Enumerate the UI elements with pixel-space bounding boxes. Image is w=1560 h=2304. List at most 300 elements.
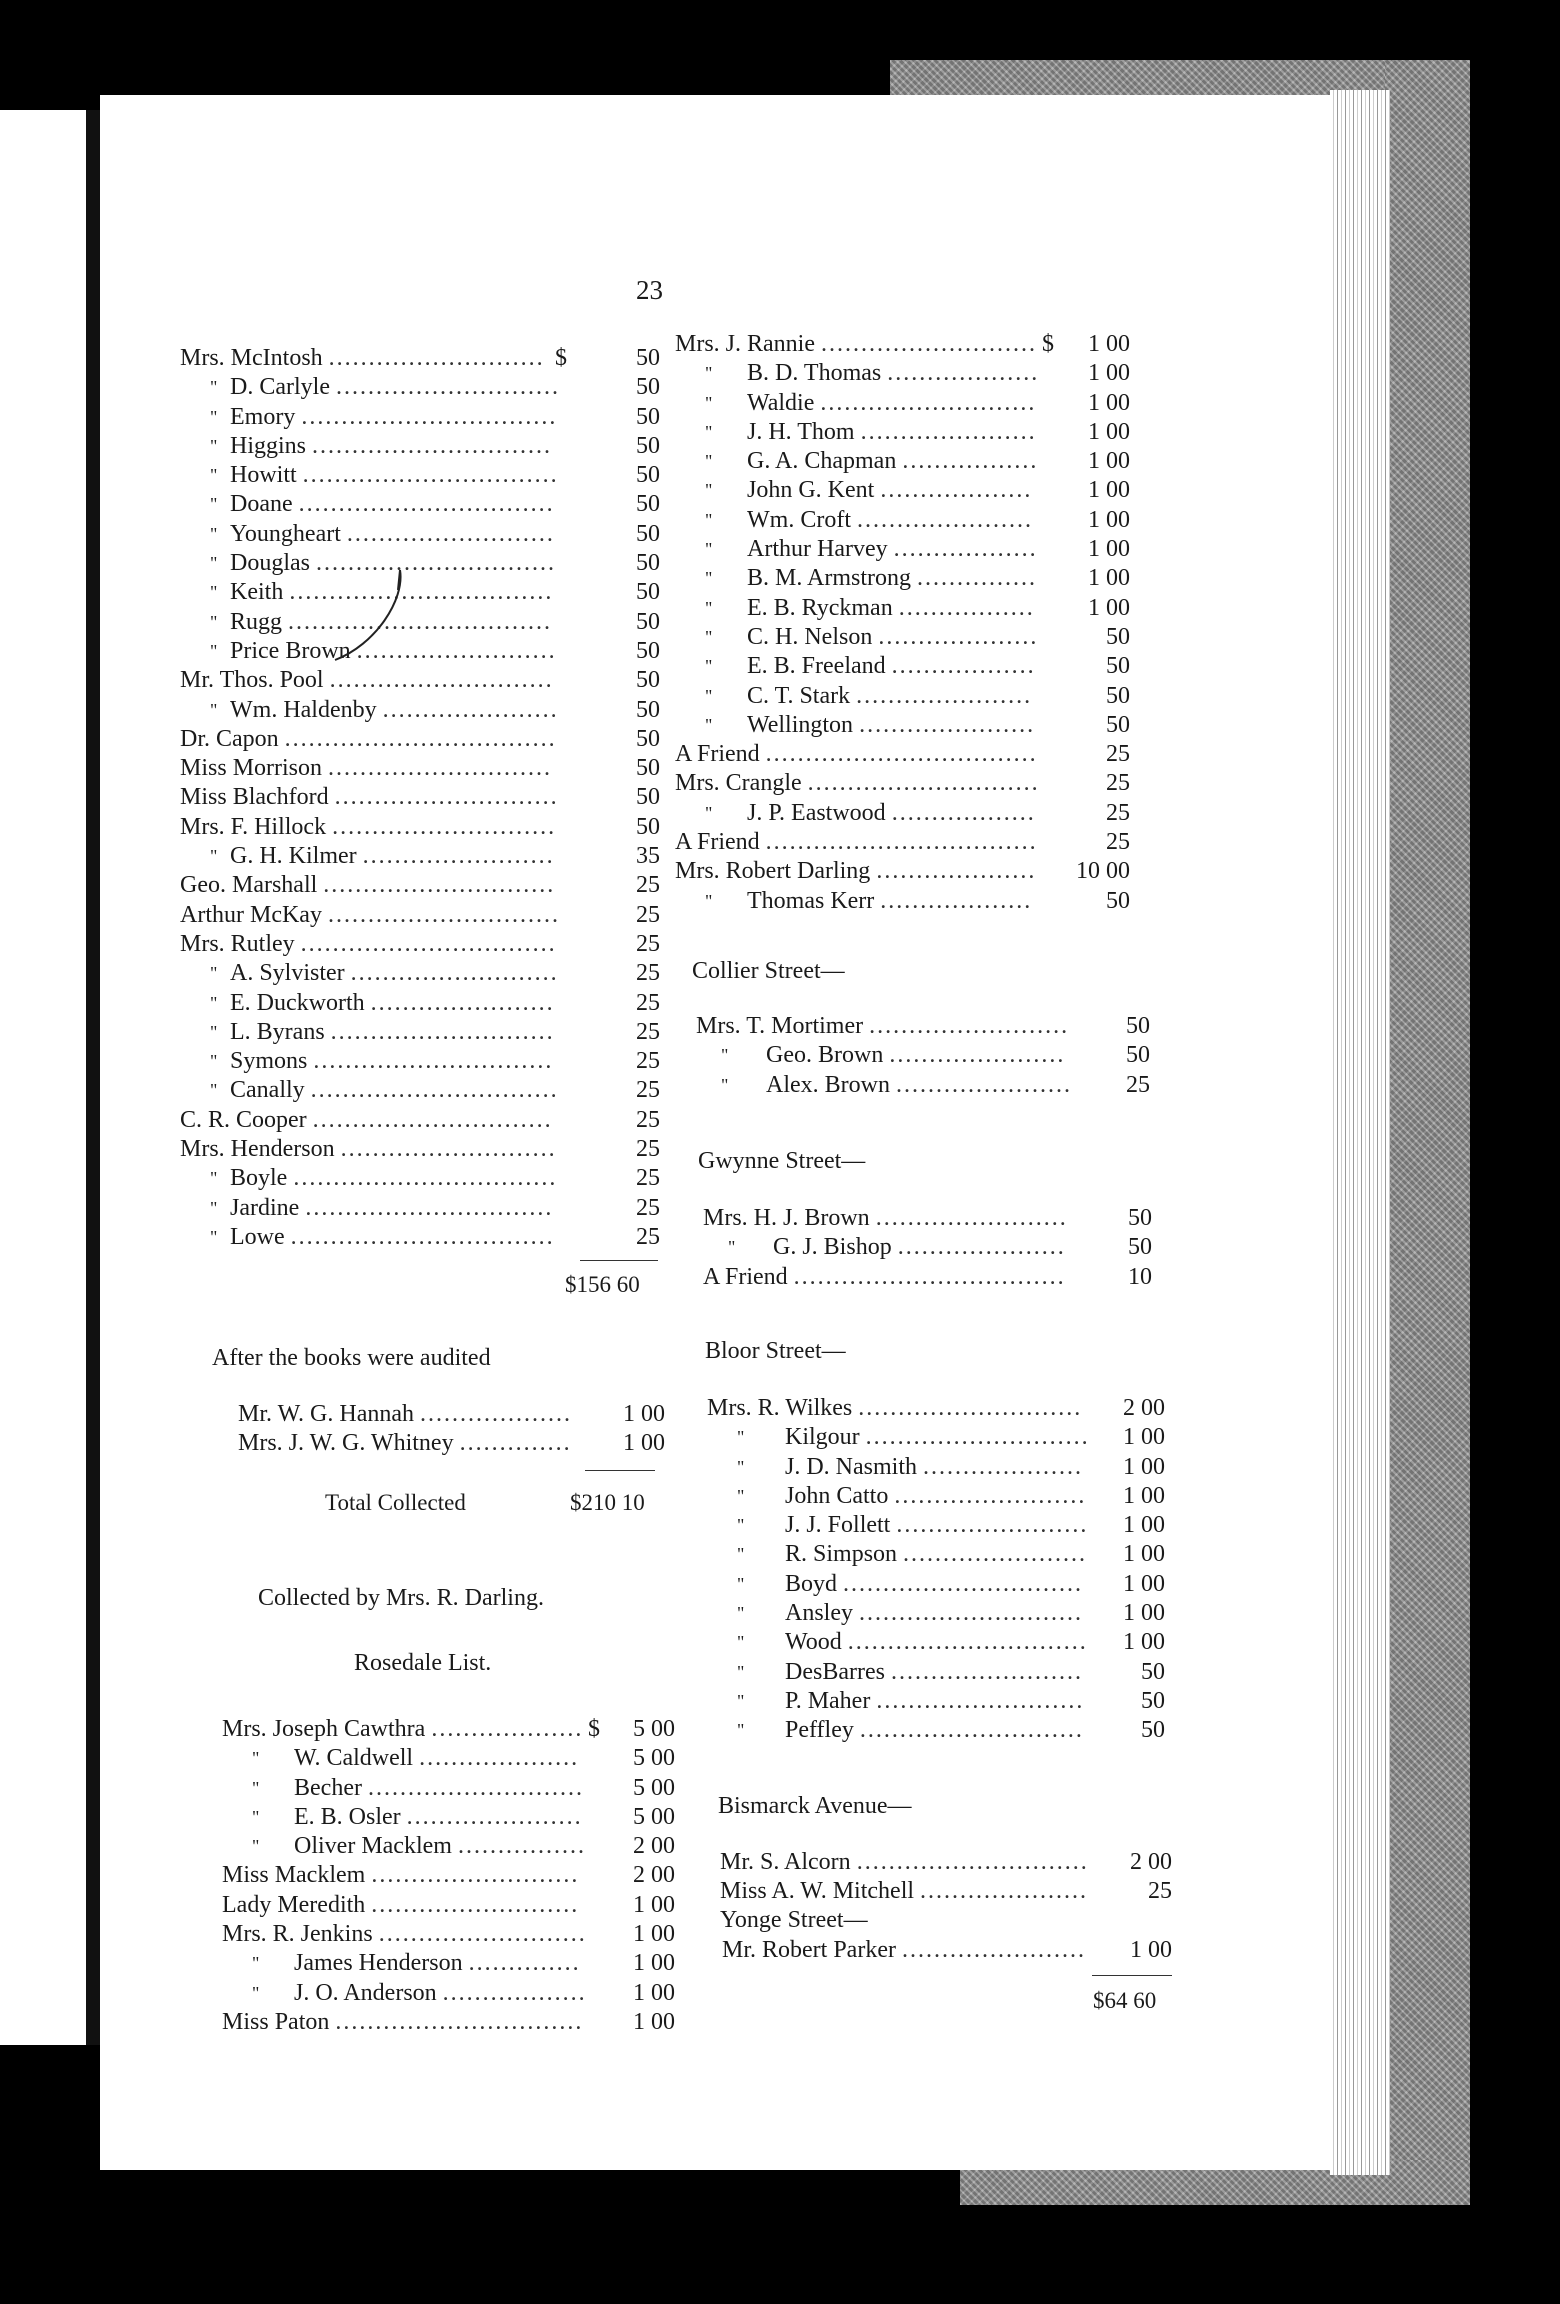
list-item bbox=[675, 623, 1135, 652]
donor-name: Dr. Capon bbox=[180, 725, 279, 752]
donation-amount: 5 00 bbox=[633, 1774, 675, 1801]
leader-dots: ......................... bbox=[869, 1013, 1070, 1039]
donor-name: Mrs. H. J. Brown bbox=[703, 1205, 870, 1231]
list-item bbox=[675, 828, 1135, 857]
ditto-mark: " bbox=[210, 1226, 218, 1247]
donor-name: Mr. S. Alcorn bbox=[720, 1849, 851, 1875]
bismarck-avenue-heading: Bismarck Avenue— bbox=[718, 1793, 912, 1819]
donation-amount: 1 00 bbox=[1123, 1600, 1165, 1627]
list-item bbox=[703, 1263, 1163, 1292]
donation-amount: 1 00 bbox=[1123, 1570, 1165, 1597]
donor-name: J. J. Follett bbox=[785, 1512, 891, 1539]
donation-amount: 50 bbox=[636, 579, 660, 606]
list-item bbox=[180, 959, 660, 988]
after-audit-list bbox=[238, 1400, 668, 1459]
list-item bbox=[180, 1194, 660, 1223]
ditto-mark: " bbox=[210, 406, 218, 427]
list-item bbox=[720, 1848, 1180, 1877]
donation-amount: 2 00 bbox=[1123, 1395, 1165, 1421]
list-item bbox=[180, 1018, 660, 1047]
donor-name: Higgins bbox=[230, 432, 307, 459]
donor-name: Wellington bbox=[747, 711, 854, 738]
leader-dots: ............................... bbox=[310, 1077, 559, 1104]
list-item bbox=[222, 1744, 682, 1773]
cloth-cover-right bbox=[1385, 60, 1470, 2200]
ditto-mark: " bbox=[737, 1632, 745, 1653]
leader-dots: ........................... bbox=[820, 389, 1037, 416]
ditto-mark: " bbox=[705, 802, 713, 823]
donation-amount: 50 bbox=[636, 725, 660, 752]
donation-amount: 10 00 bbox=[1076, 858, 1130, 885]
bloor-street-list bbox=[707, 1394, 1167, 1746]
donation-amount: 50 bbox=[636, 491, 660, 518]
donor-name: P. Maher bbox=[785, 1687, 871, 1714]
donor-name: Mrs. Rutley bbox=[180, 930, 295, 957]
donor-name: John G. Kent bbox=[747, 477, 875, 504]
collected-by-heading: Collected by Mrs. R. Darling. bbox=[258, 1585, 544, 1611]
donation-amount: 50 bbox=[1128, 1205, 1152, 1231]
donor-name: Ansley bbox=[785, 1600, 853, 1627]
list-item bbox=[180, 1047, 660, 1076]
donor-name: Boyd bbox=[785, 1570, 838, 1597]
donation-amount: 50 bbox=[1106, 653, 1130, 680]
donation-amount: 50 bbox=[636, 432, 660, 459]
ditto-mark: " bbox=[737, 1427, 745, 1448]
leader-dots: .................................. bbox=[793, 1263, 1066, 1290]
after-audit-heading: After the books were audited bbox=[212, 1345, 491, 1371]
leader-dots: ...................... bbox=[859, 711, 1036, 738]
leader-dots: ................................ bbox=[298, 491, 555, 518]
donation-amount: 25 bbox=[636, 1048, 660, 1075]
donation-amount: 50 bbox=[1141, 1717, 1165, 1744]
list-item bbox=[180, 1135, 660, 1164]
donation-amount: 1 00 bbox=[1130, 1937, 1172, 1963]
donor-name: J. D. Nasmith bbox=[785, 1453, 917, 1480]
donation-amount: 50 bbox=[1106, 711, 1130, 738]
donor-name: Miss Morrison bbox=[180, 755, 323, 782]
facing-page-edge bbox=[0, 110, 86, 2045]
donation-amount: 50 bbox=[1126, 1013, 1150, 1039]
donation-amount: 5 00 bbox=[633, 1716, 675, 1742]
donor-name: Geo. Brown bbox=[766, 1042, 884, 1069]
donation-amount: 35 bbox=[636, 843, 660, 870]
list-item bbox=[675, 711, 1135, 740]
leader-dots: .......................... bbox=[371, 1862, 580, 1889]
donation-amount: 25 bbox=[636, 1077, 660, 1104]
donation-amount: 50 bbox=[636, 813, 660, 840]
donation-amount: 50 bbox=[636, 550, 660, 577]
list-item bbox=[222, 1891, 682, 1920]
list-item bbox=[696, 1071, 1156, 1100]
ditto-mark: " bbox=[210, 846, 218, 867]
leader-dots: ................................ bbox=[302, 462, 559, 489]
donor-name: E. B. Freeland bbox=[747, 653, 886, 680]
leader-dots: ........................... bbox=[367, 1774, 584, 1801]
donor-name: Geo. Marshall bbox=[180, 872, 318, 899]
leader-dots: .................................. bbox=[765, 829, 1038, 856]
donor-name: Mr. Robert Parker bbox=[722, 1937, 896, 1963]
leader-dots: ............................ bbox=[329, 667, 554, 694]
donation-amount: 2 00 bbox=[1130, 1849, 1172, 1875]
donation-amount: 25 bbox=[1126, 1071, 1150, 1098]
leader-dots: .................... bbox=[876, 858, 1037, 885]
ditto-mark: " bbox=[705, 890, 713, 911]
list-item bbox=[707, 1599, 1167, 1628]
list-item bbox=[707, 1482, 1167, 1511]
donation-amount: 25 bbox=[636, 1165, 660, 1192]
list-item bbox=[238, 1400, 668, 1429]
ditto-mark: " bbox=[705, 509, 713, 530]
ditto-mark: " bbox=[210, 465, 218, 486]
list-item bbox=[222, 1949, 682, 1978]
donation-amount: 25 bbox=[636, 930, 660, 957]
list-item bbox=[180, 432, 660, 461]
donation-amount: 50 bbox=[1106, 887, 1130, 914]
donation-amount: 5 00 bbox=[633, 1745, 675, 1772]
list-item bbox=[675, 564, 1135, 593]
list-item bbox=[180, 520, 660, 549]
leader-dots: ................................. bbox=[289, 579, 554, 606]
list-item bbox=[222, 1774, 682, 1803]
ditto-mark: " bbox=[737, 1515, 745, 1536]
donor-name: Symons bbox=[230, 1048, 308, 1075]
column-2-total: $64 60 bbox=[1093, 1988, 1157, 2013]
donation-amount: 25 bbox=[636, 901, 660, 928]
ditto-mark: " bbox=[210, 963, 218, 984]
leader-dots: ........................... bbox=[821, 331, 1037, 357]
list-item bbox=[180, 1076, 660, 1105]
donor-name: A. Sylvister bbox=[230, 960, 345, 987]
donor-name: C. H. Nelson bbox=[747, 623, 873, 650]
donation-amount: 1 00 bbox=[1088, 565, 1130, 592]
donor-name: Arthur McKay bbox=[180, 901, 322, 928]
donor-name: Mrs. T. Mortimer bbox=[696, 1013, 864, 1039]
donor-name: A Friend bbox=[675, 741, 760, 768]
donor-name: E. Duckworth bbox=[230, 989, 365, 1016]
leader-dots: ...................... bbox=[406, 1803, 583, 1830]
donor-name: Miss Blachford bbox=[180, 784, 329, 811]
donation-amount: 25 bbox=[636, 1194, 660, 1221]
ditto-mark: " bbox=[728, 1237, 736, 1258]
leader-dots: ........................ bbox=[875, 1205, 1068, 1231]
donor-name: Price Brown bbox=[230, 637, 351, 664]
list-item bbox=[696, 1012, 1156, 1041]
list-item bbox=[675, 652, 1135, 681]
leader-dots: .............................. bbox=[313, 1048, 554, 1075]
list-item bbox=[222, 1861, 682, 1890]
list-item bbox=[675, 330, 1135, 359]
donor-name: Rugg bbox=[230, 608, 283, 635]
donor-name: B. D. Thomas bbox=[747, 360, 882, 387]
donor-name: Boyle bbox=[230, 1165, 288, 1192]
column-1-total-rule bbox=[580, 1260, 658, 1261]
list-item bbox=[180, 1106, 660, 1135]
donation-amount: 1 00 bbox=[1088, 389, 1130, 416]
donor-name: Peffley bbox=[785, 1717, 854, 1744]
leader-dots: ............................. bbox=[327, 901, 560, 928]
list-item bbox=[180, 461, 660, 490]
ditto-mark: " bbox=[210, 611, 218, 632]
donation-amount: 25 bbox=[1106, 770, 1130, 797]
leader-dots: .................. bbox=[891, 653, 1036, 680]
list-item bbox=[675, 418, 1135, 447]
ditto-mark: " bbox=[210, 1051, 218, 1072]
donor-name: Mrs. McIntosh bbox=[180, 345, 323, 371]
donation-amount: 1 00 bbox=[1088, 331, 1130, 357]
ditto-mark: " bbox=[210, 1021, 218, 1042]
leader-dots: ........................ bbox=[890, 1658, 1083, 1685]
page-edges bbox=[1330, 90, 1390, 2175]
leader-dots: .................. bbox=[893, 536, 1038, 563]
ditto-mark: " bbox=[210, 1168, 218, 1189]
leader-dots: ............................ bbox=[332, 813, 557, 840]
donor-name: D. Carlyle bbox=[230, 374, 330, 401]
donor-name: E. B. Ryckman bbox=[747, 594, 893, 621]
donor-name: Wm. Croft bbox=[747, 506, 851, 533]
ditto-mark: " bbox=[737, 1573, 745, 1594]
ditto-mark: " bbox=[210, 494, 218, 515]
ditto-mark: " bbox=[705, 714, 713, 735]
donation-amount: 50 bbox=[636, 667, 660, 694]
donor-name: Wood bbox=[785, 1629, 842, 1656]
donation-amount: 1 00 bbox=[1088, 506, 1130, 533]
bloor-street-heading: Bloor Street— bbox=[705, 1338, 846, 1364]
list-item bbox=[722, 1936, 1182, 1965]
list-item bbox=[180, 871, 660, 900]
leader-dots: .................. bbox=[442, 1979, 587, 2006]
donor-name: Kilgour bbox=[785, 1424, 860, 1451]
ditto-mark: " bbox=[252, 1777, 260, 1798]
list-item bbox=[707, 1687, 1167, 1716]
list-item bbox=[180, 1164, 660, 1193]
list-item bbox=[222, 1832, 682, 1861]
list-item bbox=[180, 813, 660, 842]
list-item bbox=[707, 1423, 1167, 1452]
leader-dots: ........................ bbox=[362, 843, 555, 870]
donation-amount: 5 00 bbox=[633, 1803, 675, 1830]
ditto-mark: " bbox=[705, 685, 713, 706]
ditto-mark: " bbox=[737, 1456, 745, 1477]
leader-dots: ............................... bbox=[335, 2008, 584, 2035]
list-item bbox=[675, 506, 1135, 535]
donor-name: Canally bbox=[230, 1077, 305, 1104]
list-item bbox=[675, 740, 1135, 769]
ditto-mark: " bbox=[737, 1485, 745, 1506]
donation-amount: 50 bbox=[1141, 1658, 1165, 1685]
leader-dots: .............................. bbox=[312, 1106, 553, 1133]
donor-name: Jardine bbox=[230, 1194, 300, 1221]
leader-dots: ....................... bbox=[903, 1541, 1088, 1568]
donor-name: A Friend bbox=[675, 829, 760, 856]
donor-name: Mrs. Robert Darling bbox=[675, 858, 871, 885]
donation-amount: 1 00 bbox=[1088, 360, 1130, 387]
donor-name: A Friend bbox=[703, 1263, 788, 1290]
list-item bbox=[707, 1628, 1167, 1657]
list-item bbox=[180, 842, 660, 871]
list-item bbox=[675, 799, 1135, 828]
book-gutter bbox=[86, 110, 100, 2045]
donation-amount: 1 00 bbox=[1088, 477, 1130, 504]
ditto-mark: " bbox=[210, 640, 218, 661]
ditto-mark: " bbox=[705, 597, 713, 618]
leader-dots: ............................ bbox=[334, 784, 559, 811]
donor-name: Mrs. F. Hillock bbox=[180, 813, 327, 840]
leader-dots: ................................. bbox=[290, 1223, 555, 1250]
donor-name: J. P. Eastwood bbox=[747, 799, 886, 826]
donor-name: Mr. W. G. Hannah bbox=[238, 1401, 414, 1427]
donor-name: Mrs. R. Wilkes bbox=[707, 1395, 853, 1421]
list-item bbox=[180, 490, 660, 519]
list-item bbox=[180, 754, 660, 783]
donor-name: G. A. Chapman bbox=[747, 448, 897, 475]
leader-dots: ............................ bbox=[865, 1424, 1090, 1451]
donation-amount: 1 00 bbox=[623, 1401, 665, 1427]
donor-name: Wm. Haldenby bbox=[230, 696, 377, 723]
list-item bbox=[703, 1233, 1163, 1262]
donor-name: Mrs. Henderson bbox=[180, 1136, 335, 1163]
ditto-mark: " bbox=[252, 1836, 260, 1857]
donor-name: W. Caldwell bbox=[294, 1745, 414, 1772]
donor-name: R. Simpson bbox=[785, 1541, 898, 1568]
leader-dots: .......................... bbox=[350, 960, 559, 987]
leader-dots: .............. bbox=[468, 1950, 581, 1977]
donor-name: Miss A. W. Mitchell bbox=[720, 1878, 915, 1905]
donor-name: James Henderson bbox=[294, 1950, 463, 1977]
list-item bbox=[675, 857, 1135, 886]
dollar-sign: $ bbox=[588, 1716, 600, 1742]
leader-dots: ..................... bbox=[920, 1878, 1089, 1905]
list-item bbox=[222, 1979, 682, 2008]
donor-name: Miss Paton bbox=[222, 2008, 330, 2035]
leader-dots: ................... bbox=[887, 360, 1040, 387]
yonge-street-list bbox=[722, 1936, 1182, 1965]
donation-amount: 1 00 bbox=[1123, 1512, 1165, 1539]
gwynne-street-heading: Gwynne Street— bbox=[698, 1148, 866, 1174]
rosedale-heading: Rosedale List. bbox=[354, 1650, 492, 1676]
leader-dots: ........................ bbox=[896, 1512, 1089, 1539]
donation-amount: 50 bbox=[1128, 1234, 1152, 1261]
donation-amount: 50 bbox=[636, 345, 660, 371]
donor-name: Mrs. J. Rannie bbox=[675, 331, 815, 357]
ditto-mark: " bbox=[210, 1080, 218, 1101]
list-item bbox=[180, 696, 660, 725]
list-item bbox=[707, 1658, 1167, 1687]
donor-name: G. H. Kilmer bbox=[230, 843, 357, 870]
dollar-sign: $ bbox=[555, 345, 567, 371]
ditto-mark: " bbox=[210, 435, 218, 456]
leader-dots: ................... bbox=[880, 887, 1033, 914]
rosedale-list bbox=[222, 1715, 682, 2037]
donor-name: Youngheart bbox=[230, 520, 341, 547]
donor-name: DesBarres bbox=[785, 1658, 885, 1685]
list-item bbox=[707, 1394, 1167, 1423]
list-item bbox=[180, 403, 660, 432]
column-1-total: $156 60 bbox=[565, 1272, 640, 1297]
collier-street-list bbox=[696, 1012, 1156, 1100]
ditto-mark: " bbox=[705, 656, 713, 677]
donor-name: Mrs. Joseph Cawthra bbox=[222, 1716, 426, 1742]
dollar-sign: $ bbox=[1042, 331, 1054, 357]
list-item bbox=[238, 1429, 668, 1458]
donation-amount: 25 bbox=[1106, 799, 1130, 826]
ditto-mark: " bbox=[210, 1197, 218, 1218]
donor-name: C. T. Stark bbox=[747, 682, 851, 709]
donor-name: Lady Meredith bbox=[222, 1891, 366, 1918]
ditto-mark: " bbox=[737, 1603, 745, 1624]
list-item bbox=[180, 373, 660, 402]
list-item bbox=[707, 1716, 1167, 1745]
donation-amount: 25 bbox=[636, 989, 660, 1016]
list-item bbox=[675, 476, 1135, 505]
leader-dots: .................. bbox=[891, 799, 1036, 826]
donation-amount: 25 bbox=[636, 872, 660, 899]
list-item bbox=[675, 682, 1135, 711]
ditto-mark: " bbox=[252, 1953, 260, 1974]
ditto-mark: " bbox=[252, 1748, 260, 1769]
donation-amount: 2 00 bbox=[633, 1833, 675, 1860]
donation-amount: 25 bbox=[1106, 829, 1130, 856]
donation-amount: 1 00 bbox=[633, 1891, 675, 1918]
donor-name: John Catto bbox=[785, 1482, 889, 1509]
list-item bbox=[707, 1511, 1167, 1540]
list-item bbox=[675, 887, 1135, 916]
donation-amount: 2 00 bbox=[633, 1862, 675, 1889]
leader-dots: ......................... bbox=[356, 637, 557, 664]
donation-amount: 1 00 bbox=[633, 1921, 675, 1948]
leader-dots: ............................ bbox=[335, 374, 560, 401]
list-item bbox=[720, 1877, 1180, 1906]
list-item bbox=[222, 1920, 682, 1949]
ditto-mark: " bbox=[210, 553, 218, 574]
ditto-mark: " bbox=[705, 451, 713, 472]
leader-dots: .............................. bbox=[312, 432, 553, 459]
donation-amount: 50 bbox=[636, 374, 660, 401]
list-item bbox=[180, 1223, 660, 1252]
donation-amount: 25 bbox=[1106, 741, 1130, 768]
leader-dots: ........................ bbox=[894, 1482, 1087, 1509]
donor-name: J. O. Anderson bbox=[294, 1979, 437, 2006]
donor-name: Waldie bbox=[747, 389, 815, 416]
leader-dots: ..................... bbox=[897, 1234, 1066, 1261]
leader-dots: .......................... bbox=[346, 520, 555, 547]
leader-dots: ...................... bbox=[860, 418, 1037, 445]
donor-name: L. Byrans bbox=[230, 1018, 325, 1045]
ditto-mark: " bbox=[705, 626, 713, 647]
donation-amount: 50 bbox=[636, 520, 660, 547]
donor-name: Howitt bbox=[230, 462, 297, 489]
donation-amount: 1 00 bbox=[1123, 1541, 1165, 1568]
donation-amount: 50 bbox=[1106, 682, 1130, 709]
donation-amount: 50 bbox=[1141, 1687, 1165, 1714]
list-item bbox=[675, 389, 1135, 418]
ditto-mark: " bbox=[210, 523, 218, 544]
leader-dots: ................................ bbox=[301, 403, 558, 430]
ditto-mark: " bbox=[210, 582, 218, 603]
donation-amount: 1 00 bbox=[1088, 594, 1130, 621]
column-1-list bbox=[180, 344, 660, 1252]
list-item bbox=[222, 2008, 682, 2037]
ditto-mark: " bbox=[737, 1544, 745, 1565]
donation-amount: 50 bbox=[636, 637, 660, 664]
donation-amount: 50 bbox=[636, 608, 660, 635]
donor-name: C. R. Cooper bbox=[180, 1106, 307, 1133]
ditto-mark: " bbox=[721, 1045, 729, 1066]
list-item bbox=[222, 1715, 682, 1744]
donor-name: B. M. Armstrong bbox=[747, 565, 912, 592]
gwynne-street-list bbox=[703, 1204, 1163, 1292]
donor-name: Keith bbox=[230, 579, 284, 606]
donation-amount: 25 bbox=[636, 960, 660, 987]
